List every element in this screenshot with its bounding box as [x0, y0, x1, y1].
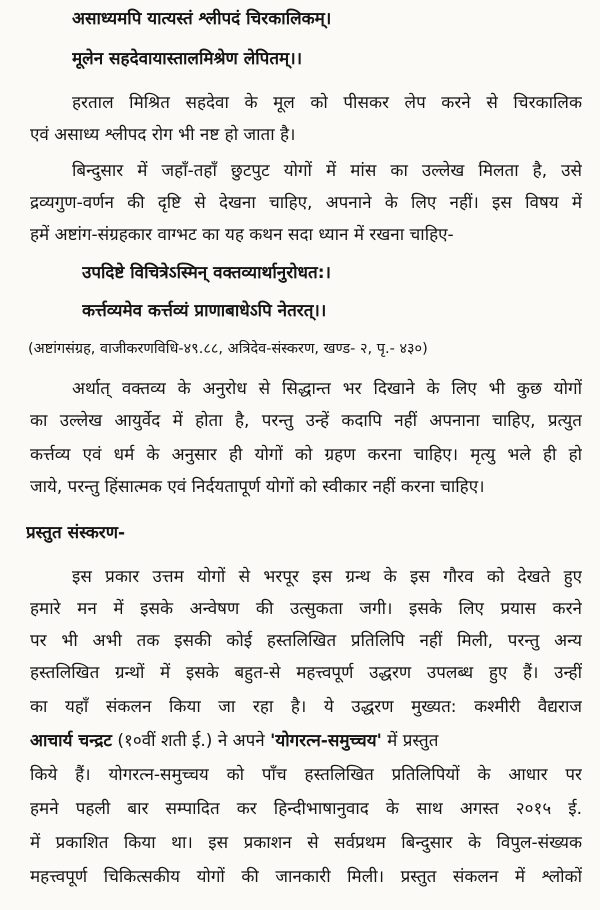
para3-line4: जाये, परन्तु हिंसात्मक एवं निर्दयतापूर्ण योगों को स्वीकार नहीं करना चाहिए।	[30, 477, 485, 497]
para4-line2: हमारे मन में इसके अन्वेषण की उत्सुकता जगी। इसके लिए प्रयास करने	[30, 599, 582, 619]
para4-line8: हमने पहली बार सम्पादित कर हिन्दीभाषानुवाद के साथ अगस्त २०१५ ई.	[30, 799, 582, 819]
verse1-line2: मूलेन सहदेवायास्तालमिश्रेण लेपितम्।।	[72, 49, 303, 69]
verse1-line1: असाध्यमपि यात्यस्तं श्लीपदं चिरकालिकम्।	[72, 9, 332, 29]
section-heading: प्रस्तुत संस्करण-	[26, 523, 126, 543]
para4-line6	[30, 730, 582, 752]
verse2-line2: कर्त्तव्यमेव कर्त्तव्यं प्राणाबाधेऽपि नेतरत्।।	[82, 301, 327, 321]
para4-line6-middle: (१०वीं शती ई.) ने अपने	[112, 731, 271, 751]
author-name: आचार्य चन्द्रट	[30, 731, 112, 751]
citation: (अष्टांगसंग्रह, वाजीकरणविधि-४९.८८, अत्रिदेव-संस्करण, खण्ड- २, पृ.- ४३०)	[28, 341, 428, 357]
para3-line1: अर्थात् वक्तव्य के अनुरोध से सिद्धान्त भर दिखाने के लिए भी कुछ योगों	[72, 379, 582, 399]
para3-line3: कर्त्तव्य एवं धर्म के अनुसार ही योगों को ग्रहण करना चाहिए। मृत्यु भले ही हो	[30, 445, 582, 465]
para4-line1: इस प्रकार उत्तम योगों से भरपूर इस ग्रन्थ के इस गौरव को देखते हुए	[72, 567, 582, 587]
para2-line3: हमें अष्टांग-संग्रहकार वाग्भट का यह कथन सदा ध्यान में रखना चाहिए-	[30, 225, 454, 245]
para4-line6-end: में प्रस्तुत	[381, 731, 439, 751]
para4-line4: हस्तलिखित ग्रन्थों में इसके बहुत-से महत्त्वपूर्ण उद्धरण उपलब्ध हुए हैं। उन्हीं	[30, 663, 582, 683]
para2-line1: बिन्दुसार में जहाँ-तहाँ छुटपुट योगों में मांस का उल्लेख मिलता है, उसे	[72, 161, 582, 181]
para1-line1: हरताल मिश्रित सहदेवा के मूल को पीसकर लेप करने से चिरकालिक	[72, 93, 582, 113]
para4-line5: का यहाँ संकलन किया जा रहा है। ये उद्धरण मुख्यत: कश्मीरी वैद्यराज	[30, 697, 582, 717]
para4-line3: पर भी अभी तक इसकी कोई हस्तलिखित प्रतिलिपि नहीं मिली, परन्तु अन्य	[30, 631, 582, 651]
para4-line7: किये हैं। योगरत्न-समुच्चय को पाँच हस्तलिखित प्रतिलिपियों के आधार पर	[30, 765, 582, 785]
para2-line2: द्रव्यगुण-वर्णन की दृष्टि से देखना चाहिए, अपनाने के लिए नहीं। इस विषय में	[30, 193, 582, 213]
para4-line10: महत्त्वपूर्ण चिकित्सकीय योगों की जानकारी मिली। प्रस्तुत संकलन में श्लोकों	[30, 867, 582, 887]
verse2-line1: उपदिष्टे विचित्रेऽस्मिन् वक्तव्यार्थानुरोधत:।	[82, 263, 331, 283]
book-title: 'योगरत्न-समुच्चय'	[270, 731, 382, 751]
para3-line2: का उल्लेख आयुर्वेद में होता है, परन्तु उन्हें कदापि नहीं अपनाना चाहिए, प्रत्युत	[30, 411, 582, 431]
para1-line2: एवं असाध्य श्लीपद रोग भी नष्ट हो जाता है।	[30, 125, 296, 145]
para4-line9: में प्रकाशित किया था। इस प्रकाशन से सर्वप्रथम बिन्दुसार के विपुल-संख्यक	[30, 833, 582, 853]
